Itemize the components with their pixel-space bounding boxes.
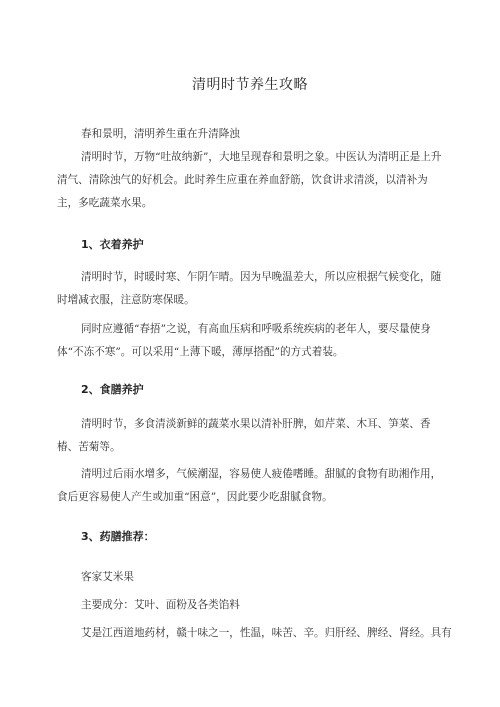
clothing-paragraph-1: 清明时节，时暖时寒、乍阴乍晴。因为早晚温差大，所以应根据气候变化，随时增减衣服，注意防寒保暖。 [57,271,442,306]
document-subtitle: 春和景明，清明养生重在升清降浊 [81,128,240,140]
clothing-paragraph-2: 同时应遵循“春捂”之说，有高血压病和呼吸系统疾病的老年人，要尽量使身体“不冻不寒”。可以采用“上薄下暖，薄厚搭配”的方式着装。 [57,323,431,358]
diet-paragraph-1: 清明时节，多食清淡新鲜的蔬菜水果以清补肝脾，如芹菜、木耳、笋菜、香椿、苦菊等。 [57,418,431,453]
section-heading-diet: 2、食膳养护 [81,383,144,396]
section-heading-clothing: 1、衣着养护 [81,238,144,251]
document-title: 清明时节养生攻略 [192,77,308,93]
recipe-name: 客家艾米果 [81,571,134,583]
intro-paragraph: 清明时节，万物“吐故纳新”，大地呈现春和景明之象。中医认为清明正是上升清气、清除浊气的好机会。此时养生应重在养血舒筋，饮食讲求清淡，以清补为主，多吃蔬菜水果。 [57,151,442,209]
section-heading-recipe: 3、药膳推荐： [81,530,155,543]
diet-paragraph-2: 清明过后雨水增多，气候潮湿，容易使人疲倦嗜睡。甜腻的食物有助湘作用，食后更容易使人产生或加重“困意”，因此要少吃甜腻食物。 [57,468,442,503]
recipe-description: 艾是江西道地药材，赣十味之一，性温，味苦、辛。归肝经、脾经、肾经。具有 [81,627,452,639]
recipe-ingredients: 主要成分：艾叶、面粉及各类馅料 [81,599,240,611]
